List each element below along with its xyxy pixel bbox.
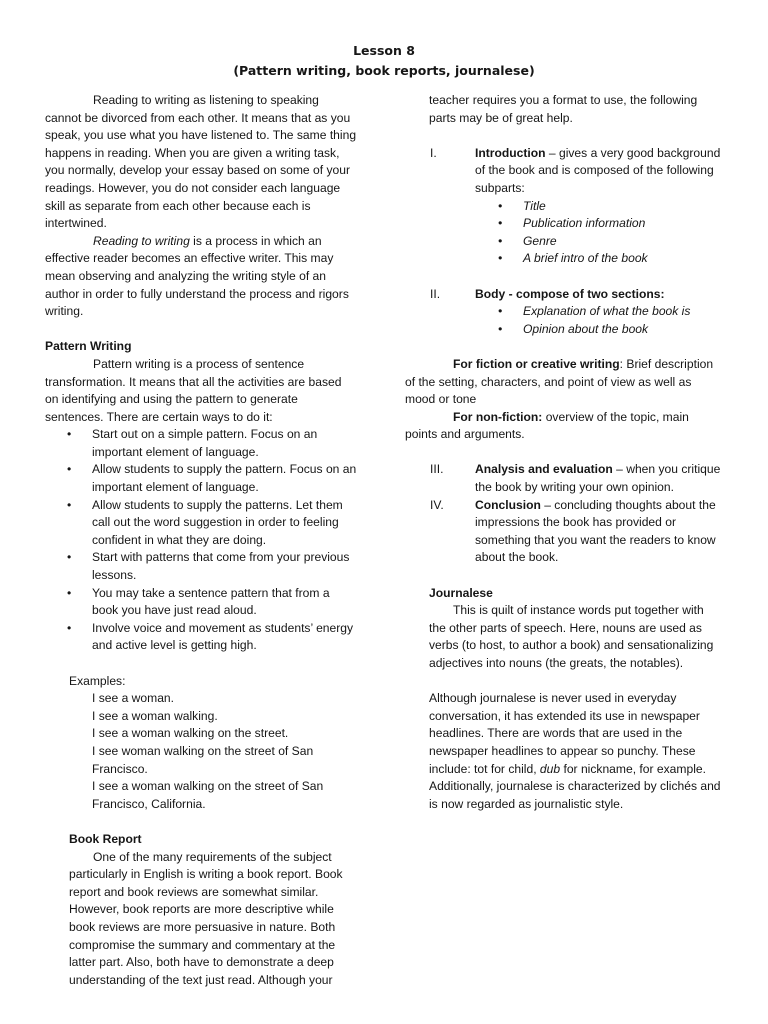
reading-to-writing-paragraph [45,233,357,321]
list-item: • Start with patterns that come from your previous lessons. [67,550,350,583]
list-item: • Genre [405,233,723,251]
bullet-icon: • [67,585,72,600]
bullet-icon: • [67,620,72,635]
introduction-text: – gives a very good background of the book and is composed of the following subparts: [475,145,721,195]
reading-to-writing-term: Reading to writing [93,233,190,248]
list-item: • Allow students to supply the patterns. Let them call out the word suggestion in order to feeling confident in what they are doing. [67,497,343,547]
body-section [405,286,723,304]
roman-numeral: I. [430,145,437,160]
list-item: • Allow students to supply the pattern. Focus on an important element of language. [67,462,357,495]
bullet-icon: • [498,321,503,336]
right-column [405,92,723,813]
example-sentence: I see woman walking on the street of San Francisco. [92,743,314,776]
reading-to-writing-text: is a process in which an effective reader becomes an effective writer. This may mean observing and analyzing the writing style of an author in order to fully understand the process and rigors writing. [45,233,349,319]
bullet-icon: • [67,497,72,512]
bullet-icon: • [498,198,503,213]
pattern-bullet-list [45,426,357,655]
lesson-subtitle: (Pattern writing, book reports, journalese) [233,63,535,78]
journalese-heading: Journalese [429,585,493,600]
analysis-section [405,461,723,496]
fiction-term: For fiction or creative writing [453,356,620,371]
list-item: • Title [405,198,723,216]
nonfiction-paragraph [405,409,723,444]
pattern-writing-paragraph: Pattern writing is a process of sentence transformation. It means that all the activities are based on identifying and using the pattern to generate sentences. There are certain ways to do it: [45,356,342,424]
bullet-icon: • [67,550,72,565]
examples-list [45,690,357,813]
conclusion-term: Conclusion [475,497,541,512]
bullet-icon: • [498,216,503,231]
fiction-text: : Brief description of the setting, characters, and point of view as well as mood or tone [405,356,714,407]
analysis-term: Analysis and evaluation [475,462,613,477]
pattern-writing-heading: Pattern Writing [45,339,132,354]
dub-term: dub [539,761,561,776]
conclusion-text: – concluding thoughts about the impressions the book has provided or something that you want the readers to know about the book. [475,497,716,565]
journalese-paragraph: This is quilt of instance words put together with the other parts of speech. Here, nouns are used as verbs (to host, to author a book) and sensationalizing adjectives into nouns (the greats, the notables). [429,603,714,670]
list-item: • Opinion about the book [405,321,723,339]
list-item: • You may take a sentence pattern that from a book you have just read aloud. [67,585,330,618]
book-report-heading: Book Report [69,831,142,846]
continued-paragraph: teacher requires you a format to use, the following parts may be of great help. [429,93,698,125]
bullet-icon: • [67,462,72,477]
examples-label: Examples: [69,673,126,688]
list-item: • Involve voice and movement as students’ energy and active level is getting high. [67,620,354,653]
left-column [45,92,357,989]
example-sentence: I see a woman walking on the street. [92,726,289,741]
list-item: • Start out on a simple pattern. Focus on an important element of language. [67,427,318,459]
introduction-subparts-list [405,198,723,268]
introduction-term: Introduction [475,145,546,160]
bullet-icon: • [498,233,503,248]
fiction-paragraph [405,356,723,409]
intro-paragraph: Reading to writing as listening to speaking cannot be divorced from each other. It means that as you speak, you use what you have listened to. The same thing happens in reading. When you are given a writing task, you normally, develop your essay based on some of your readings. However, you do not consider each language skill as separate from each other because each is intertwined. [45,93,357,231]
analysis-text: – when you critique the book by writing your own opinion. [475,462,721,495]
bullet-icon: • [67,427,72,442]
roman-numeral: IV. [430,497,444,512]
list-item: • Explanation of what the book is [405,303,723,321]
list-item: • A brief intro of the book [405,250,723,268]
body-sections-list [405,303,723,338]
journalese-paragraph-2: Although journalese is never used in everyday conversation, it has extended its use in newspaper headlines. There are words that are used in the newspaper headlines to appear so punchy. These include: tot for child, dub for nickname, for example. Additionally, journalese is characterized by clichés and is now regarded as journalistic style. [429,691,721,811]
roman-numeral: II. [430,286,441,301]
body-term: Body - compose of two sections: [475,286,665,301]
example-sentence: I see a woman. [92,691,175,706]
conclusion-section [405,497,723,567]
lesson-title: Lesson 8 [353,43,415,58]
roman-numeral: III. [430,462,444,477]
nonfiction-term: For non-fiction: [453,409,543,424]
example-sentence: I see a woman walking. [92,708,218,723]
nonfiction-text: overview of the topic, main points and arguments. [405,409,689,442]
bullet-icon: • [498,304,503,319]
introduction-section [405,145,723,198]
list-item: • Publication information [405,215,723,233]
example-sentence: I see a woman walking on the street of San Francisco, California. [92,779,324,811]
bullet-icon: • [498,251,503,266]
book-report-paragraph: One of the many requirements of the subject particularly in English is writing a book report. Book report and book reviews are somewhat similar. However, book reports are more descriptive while book reviews are more persuasive in nature. Both compromise the summary and commentary at the latter part. Also, both have to demonstrate a deep understanding of the text just read. Although your [69,849,343,987]
